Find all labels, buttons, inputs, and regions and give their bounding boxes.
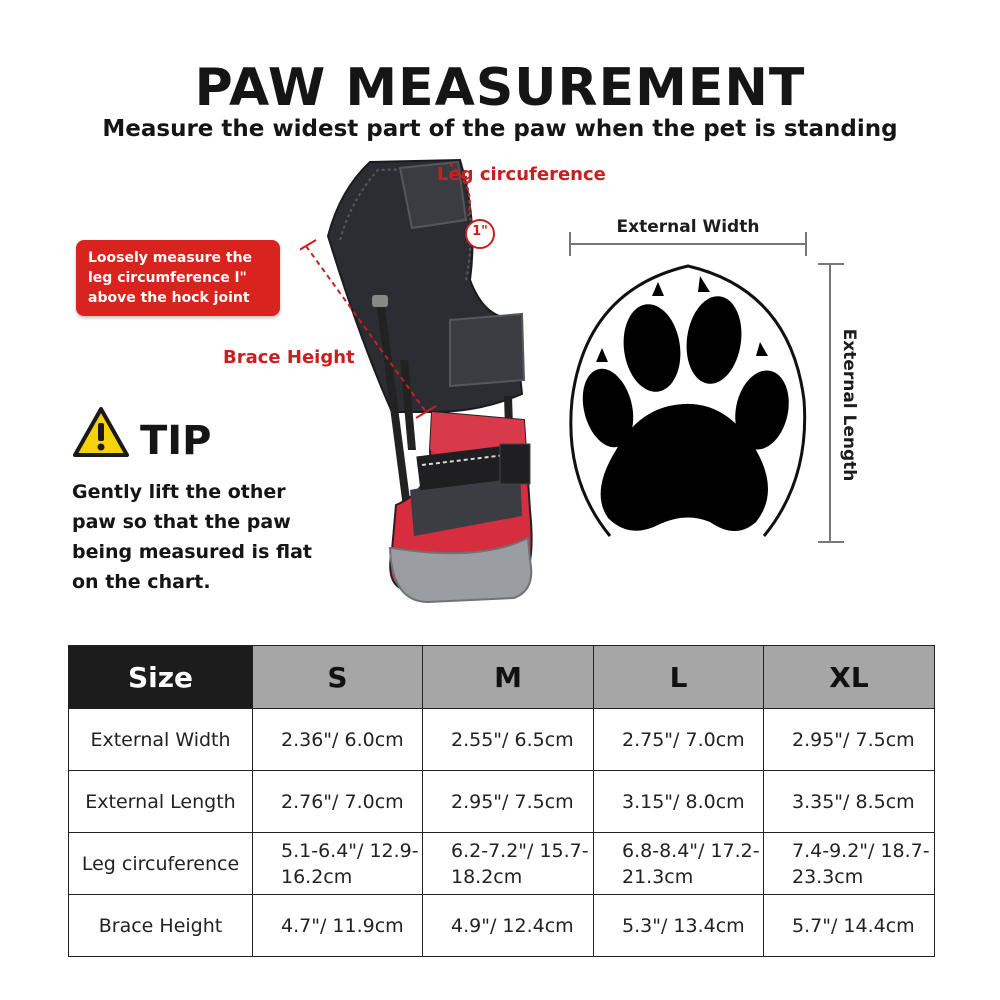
row-header: External Length	[69, 771, 253, 833]
column-header-s: S	[253, 646, 423, 709]
row-header: Brace Height	[69, 895, 253, 957]
column-header-l: L	[594, 646, 764, 709]
tip-heading: TIP	[140, 418, 212, 464]
column-header-xl: XL	[764, 646, 935, 709]
size-chart-table	[68, 645, 935, 957]
table-cell: 2.55"/ 6.5cm	[423, 709, 594, 771]
table-cell: 2.75"/ 7.0cm	[594, 709, 764, 771]
size-corner-header: Size	[69, 646, 253, 709]
table-cell: 3.35"/ 8.5cm	[764, 771, 935, 833]
measurement-note-box: Loosely measure the leg circumference l" above the hock joint	[76, 240, 280, 316]
warning-icon	[72, 406, 130, 458]
table-header-row	[69, 646, 935, 709]
table-cell: 4.9"/ 12.4cm	[423, 895, 594, 957]
page-subtitle: Measure the widest part of the paw when the pet is standing	[102, 116, 898, 142]
column-header-m: M	[423, 646, 594, 709]
table-row	[69, 895, 935, 957]
table-cell: 6.2-7.2"/ 15.7-18.2cm	[423, 833, 594, 895]
table-cell: 5.7"/ 14.4cm	[764, 895, 935, 957]
table-cell: 5.3"/ 13.4cm	[594, 895, 764, 957]
row-header: Leg circuference	[69, 833, 253, 895]
table-row	[69, 833, 935, 895]
one-inch-marker: 1"	[472, 224, 488, 239]
tip-text: Gently lift the other paw so that the paw being measured is flat on the chart.	[72, 481, 312, 593]
table-cell: 2.95"/ 7.5cm	[423, 771, 594, 833]
brace-height-label: Brace Height	[223, 347, 355, 368]
dog-brace-boot-illustration	[300, 150, 560, 610]
external-length-label: External Length	[839, 328, 859, 482]
table-cell: 2.95"/ 7.5cm	[764, 709, 935, 771]
table-cell: 3.15"/ 8.0cm	[594, 771, 764, 833]
table-cell: 2.76"/ 7.0cm	[253, 771, 423, 833]
table-cell: 4.7"/ 11.9cm	[253, 895, 423, 957]
table-row	[69, 771, 935, 833]
row-header: External Width	[69, 709, 253, 771]
table-cell: 7.4-9.2"/ 18.7-23.3cm	[764, 833, 935, 895]
table-cell: 5.1-6.4"/ 12.9-16.2cm	[253, 833, 423, 895]
table-cell: 6.8-8.4"/ 17.2-21.3cm	[594, 833, 764, 895]
table-row	[69, 709, 935, 771]
table-cell: 2.36"/ 6.0cm	[253, 709, 423, 771]
leg-circumference-label: Leg circuference	[437, 164, 606, 185]
external-width-label: External Width	[616, 217, 760, 237]
paw-print-diagram	[560, 230, 860, 560]
page-title: PAW MEASUREMENT	[194, 58, 806, 118]
